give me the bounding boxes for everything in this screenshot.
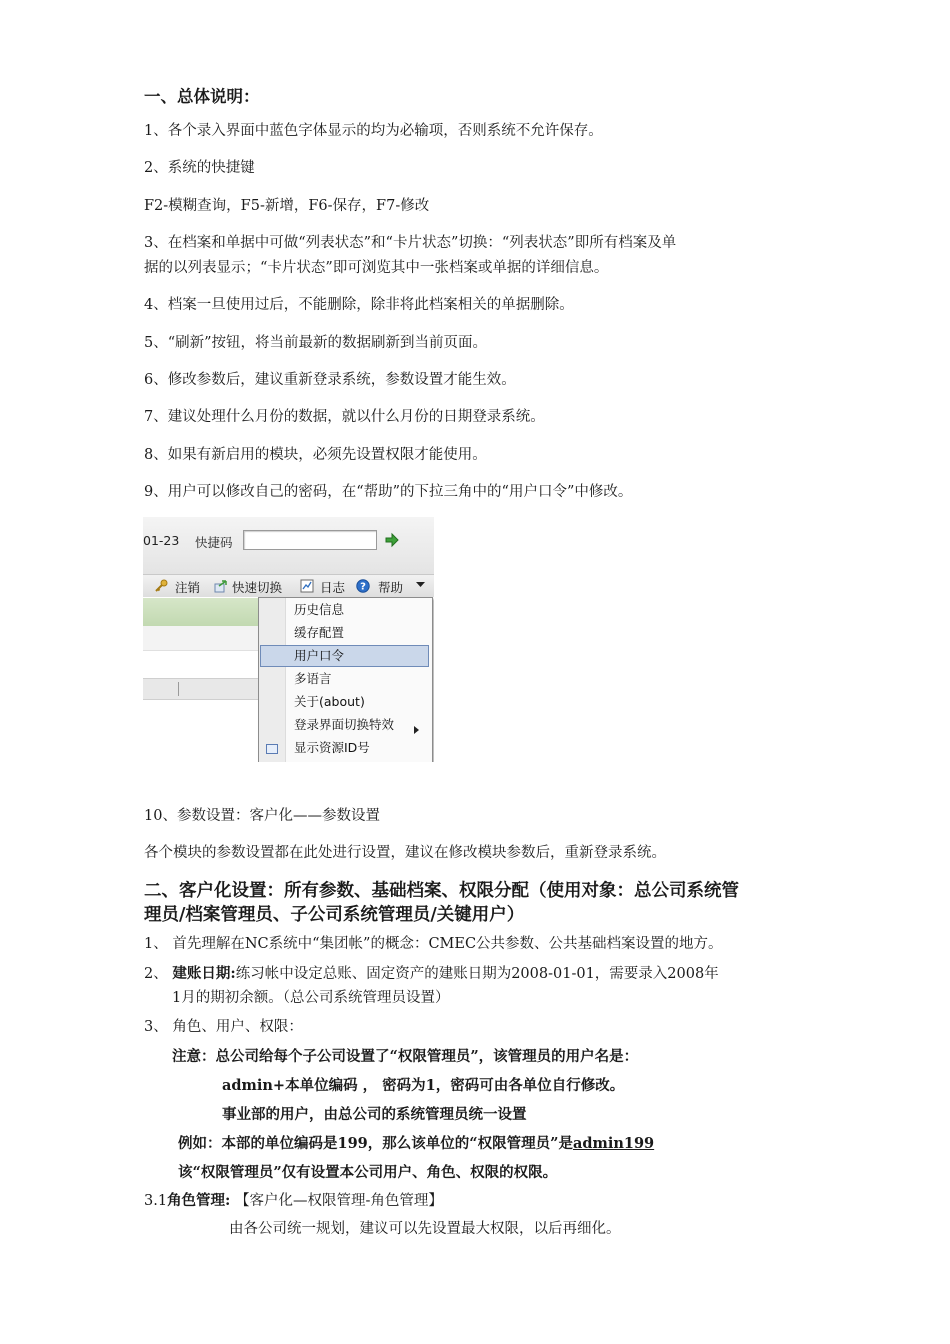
screenshot-toolbar [143, 575, 434, 597]
example-link[interactable]: admin199 [572, 1135, 655, 1152]
submenu-arrow-icon [414, 726, 419, 734]
menu-item-show-resource-id[interactable]: 显示资源ID号 [294, 740, 370, 755]
menu-item-history[interactable]: 历史信息 [294, 602, 345, 617]
quick-code-input[interactable] [243, 530, 377, 550]
help-menu-screenshot [143, 517, 434, 762]
example-line [178, 1131, 654, 1156]
section2-title-line2: 理员/档案管理员、子公司系统管理员/关键用户） [144, 905, 525, 925]
sub31-path: 【客户化—权限管理-角色管理】 [230, 1193, 443, 1209]
menu-item-login-effect[interactable]: 登录界面切换特效 [294, 717, 395, 732]
menu-item-about[interactable]: 关于(about) [294, 694, 365, 709]
note-line-2: admin+本单位编码 ， 密码为1，密码可由各单位自行修改。 [222, 1077, 625, 1094]
note-line-1: 注意：总公司给每个子公司设置了“权限管理员”，该管理员的用户名是： [172, 1048, 639, 1065]
menu-item-user-password[interactable]: 用户口令 [294, 648, 345, 663]
toolbar-quick-switch[interactable]: 快速切换 [232, 580, 283, 595]
help-dropdown-menu [258, 597, 433, 762]
section2-item-3: 3、 角色、用户、权限： [144, 1019, 303, 1035]
menu-item-language[interactable]: 多语言 [294, 671, 332, 686]
section1-item-4: 4、档案一旦使用过后，不能删除，除非将此档案相关的单据删除。 [144, 297, 574, 313]
section1-item-3a: 3、在档案和单据中可做“列表状态”和“卡片状态”切换：“列表状态”即所有档案及单 [144, 235, 677, 251]
screenshot-row [143, 626, 258, 651]
section1-item-7: 7、建议处理什么月份的数据，就以什么月份的日期登录系统。 [144, 409, 545, 425]
para10-line2: 各个模块的参数设置都在此处进行设置，建议在修改模块参数后，重新登录系统。 [144, 845, 666, 861]
log-icon [300, 579, 314, 593]
section2-title-line1: 二、客户化设置：所有参数、基础档案、权限分配（使用对象：总公司系统管 [144, 881, 739, 901]
section1-title: 一、总体说明： [144, 87, 260, 106]
section2-item-1: 1、 首先理解在NC系统中“集团帐”的概念：CMEC公共参数、公共基础档案设置的地方。 [144, 936, 723, 952]
quick-code-label: 快捷码 [195, 535, 233, 550]
screenshot-status-row [143, 678, 258, 700]
screenshot-topbar [143, 517, 434, 575]
chevron-down-icon[interactable] [416, 582, 425, 588]
quick-switch-icon [214, 579, 228, 593]
section1-item-9: 9、用户可以修改自己的密码，在“帮助”的下拉三角中的“用户口令”中修改。 [144, 484, 633, 500]
help-icon [356, 579, 370, 593]
svg-text:?: ? [360, 581, 366, 593]
note-line-3: 事业部的用户，由总公司的系统管理员统一设置 [222, 1106, 527, 1123]
section2-item-2-cont: 1月的期初余额。（总公司系统管理员设置） [172, 990, 450, 1006]
menu-item-highlight [260, 645, 429, 667]
item2-num: 2、 [144, 966, 173, 982]
toolbar-help[interactable]: 帮助 [378, 580, 404, 595]
toolbar-log[interactable]: 日志 [320, 580, 346, 595]
key-icon [154, 579, 168, 593]
section1-item-5: 5、“刷新”按钮，将当前最新的数据刷新到当前页面。 [144, 335, 488, 351]
checkbox-icon[interactable] [266, 744, 278, 754]
subsection-3-1 [144, 1188, 443, 1214]
example-text: 例如：本部的单位编码是199，那么该单位的“权限管理员”是 [178, 1135, 573, 1152]
toolbar-logout[interactable]: 注销 [175, 580, 201, 595]
section2-item-2 [144, 961, 719, 987]
section1-item-1: 1、各个录入界面中蓝色字体显示的均为必输项，否则系统不允许保存。 [144, 123, 603, 139]
section1-item-2: 2、系统的快捷键 [144, 160, 255, 176]
sub31-num: 3.1 [144, 1193, 168, 1209]
sub31-label: 角色管理: [167, 1192, 231, 1209]
date-fragment: 01-23 [143, 533, 180, 548]
item2-text: 练习帐中设定总账、固定资产的建账日期为2008-01-01，需要录入2008年 [235, 966, 719, 982]
note-line-4: 该“权限管理员”仅有设置本公司用户、角色、权限的权限。 [178, 1164, 558, 1181]
section1-item-3b: 据的以列表显示；“卡片状态”即可浏览其中一张档案或单据的详细信息。 [144, 260, 609, 276]
item2-label: 建账日期: [172, 965, 236, 982]
screenshot-green-band [143, 598, 258, 626]
menu-item-cache-config[interactable]: 缓存配置 [294, 625, 345, 640]
section1-item-8: 8、如果有新启用的模块，必须先设置权限才能使用。 [144, 447, 487, 463]
section1-item-6: 6、修改参数后，建议重新登录系统，参数设置才能生效。 [144, 372, 516, 388]
para10-line1: 10、参数设置：客户化——参数设置 [144, 808, 380, 824]
subsection-3-1-desc: 由各公司统一规划，建议可以先设置最大权限，以后再细化。 [229, 1221, 621, 1237]
section1-item-shortcuts: F2-模糊查询，F5-新增，F6-保存，F7-修改 [144, 198, 430, 214]
go-arrow-icon[interactable] [384, 532, 400, 548]
